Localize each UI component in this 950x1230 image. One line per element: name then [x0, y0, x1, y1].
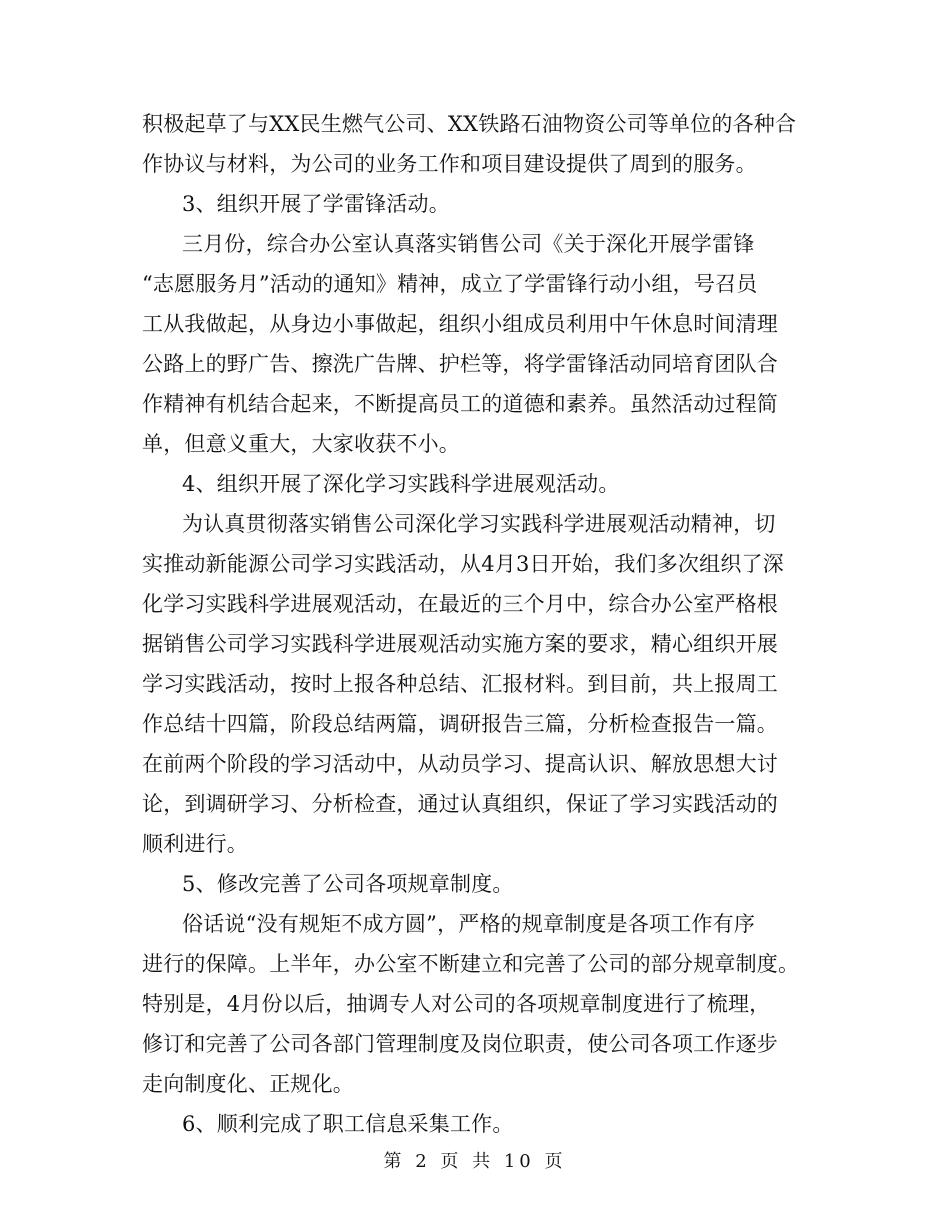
- text-line: 俗话说“没有规矩不成方圆”，严格的规章制度是各项工作有序: [182, 912, 756, 936]
- text-line: 化学习实践科学进展观活动，在最近的三个月中，综合办公室严格根: [142, 592, 778, 616]
- text-line: 学习实践活动，按时上报各种总结、汇报材料。到目前，共上报周工: [142, 672, 778, 696]
- text-line: 在前两个阶段的学习活动中，从动员学习、提高认识、解放思想大讨: [142, 752, 778, 776]
- section-heading: 5、修改完善了公司各项规章制度。: [182, 872, 514, 896]
- section-heading: 6、顺利完成了职工信息采集工作。: [182, 1112, 514, 1136]
- text-line: 作精神有机结合起来，不断提高员工的道德和素养。虽然活动过程简: [142, 392, 778, 416]
- text-line: 三月份，综合办公室认真落实销售公司《关于深化开展学雷锋: [182, 232, 755, 256]
- body-text: [142, 104, 812, 1144]
- text-line: 进行的保障。上半年，办公室不断建立和完善了公司的部分规章制度。: [142, 952, 800, 976]
- text-line: 作协议与材料，为公司的业务工作和项目建设提供了周到的服务。: [142, 152, 757, 176]
- text-line: 实推动新能源公司学习实践活动，从4月3日开始，我们多次组织了深: [142, 552, 784, 576]
- section-heading: 3、组织开展了学雷锋活动。: [182, 192, 450, 216]
- text-line: 积极起草了与XX民生燃气公司、XX铁路石油物资公司等单位的各种合: [142, 112, 797, 136]
- text-line: 据销售公司学习实践科学进展观活动实施方案的要求，精心组织开展: [142, 632, 778, 656]
- text-line: 走向制度化、正规化。: [142, 1072, 354, 1096]
- text-line: “志愿服务月”活动的通知》精神，成立了学雷锋行动小组，号召员: [142, 272, 758, 296]
- section-heading: 4、组织开展了深化学习实践科学进展观活动。: [182, 472, 620, 496]
- text-line: 修订和完善了公司各部门管理制度及岗位职责，使公司各项工作逐步: [142, 1032, 778, 1056]
- text-line: 顺利进行。: [142, 832, 248, 856]
- text-line: 工从我做起，从身边小事做起，组织小组成员利用中午休息时间清理: [142, 312, 778, 336]
- text-line: 为认真贯彻落实销售公司深化学习实践科学进展观活动精神，切: [182, 512, 776, 536]
- text-line: 特别是，4月份以后，抽调专人对公司的各项规章制度进行了梳理，: [142, 992, 771, 1016]
- text-line: 作总结十四篇，阶段总结两篇，调研报告三篇，分析检查报告一篇。: [142, 712, 778, 736]
- page-footer: 第 2 页 共 10 页: [383, 1151, 567, 1172]
- text-line: 公路上的野广告、擦洗广告牌、护栏等，将学雷锋活动同培育团队合: [142, 352, 778, 376]
- text-line: 单，但意义重大，大家收获不小。: [142, 432, 460, 456]
- text-line: 论，到调研学习、分析检查，通过认真组织，保证了学习实践活动的: [142, 792, 778, 816]
